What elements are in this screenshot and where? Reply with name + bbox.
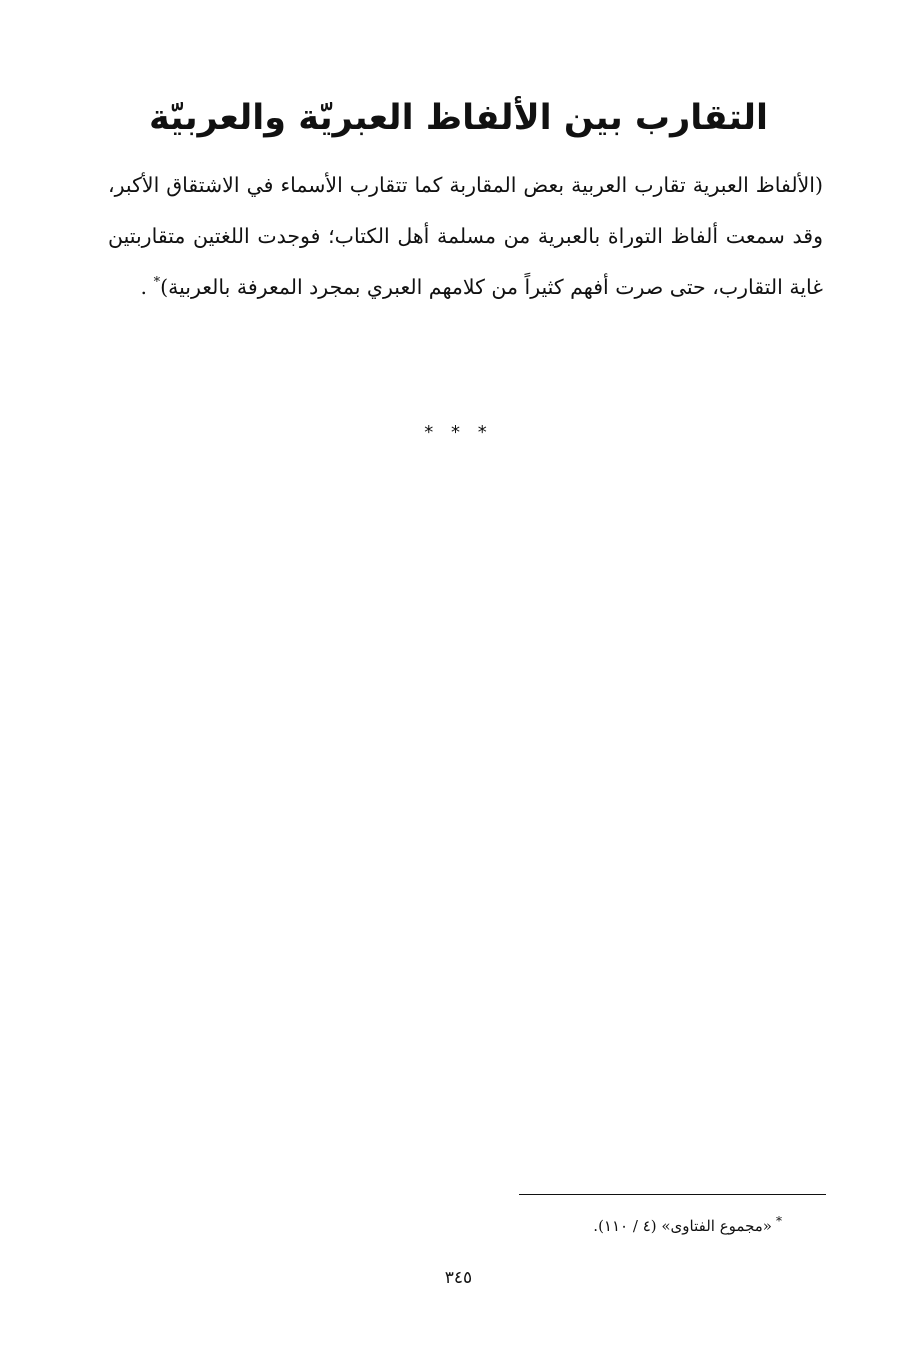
body-paragraph-end: .	[140, 275, 154, 299]
footnote-divider	[519, 1194, 826, 1195]
footnote-mark: *	[776, 1214, 782, 1228]
section-separator: * * *	[424, 422, 493, 443]
page-title: التقارب بين الألفاظ العبريّة والعربيّة	[148, 98, 769, 138]
body-paragraph-text: (الألفاظ العبرية تقارب العربية بعض المقاربة كما تتقارب الأسماء في الاشتقاق الأكبر، وقد سمعت ألفاظ التوراة بالعبرية من مسلمة أهل الكتاب؛ فوجدت اللغتين متقاربتين غاية التقارب، حتى صرت أفهم كثيراً من كلامهم العبري بمجرد المعرفة بالعربية)	[108, 173, 823, 299]
footnote-reference-mark[interactable]: *	[153, 275, 161, 291]
body-paragraph	[108, 160, 823, 313]
footnote-text: «مجموع الفتاوى» (٤ / ١١٠).	[593, 1217, 772, 1235]
page-number: ٣٤٥	[444, 1268, 473, 1288]
footnote	[440, 1212, 782, 1240]
